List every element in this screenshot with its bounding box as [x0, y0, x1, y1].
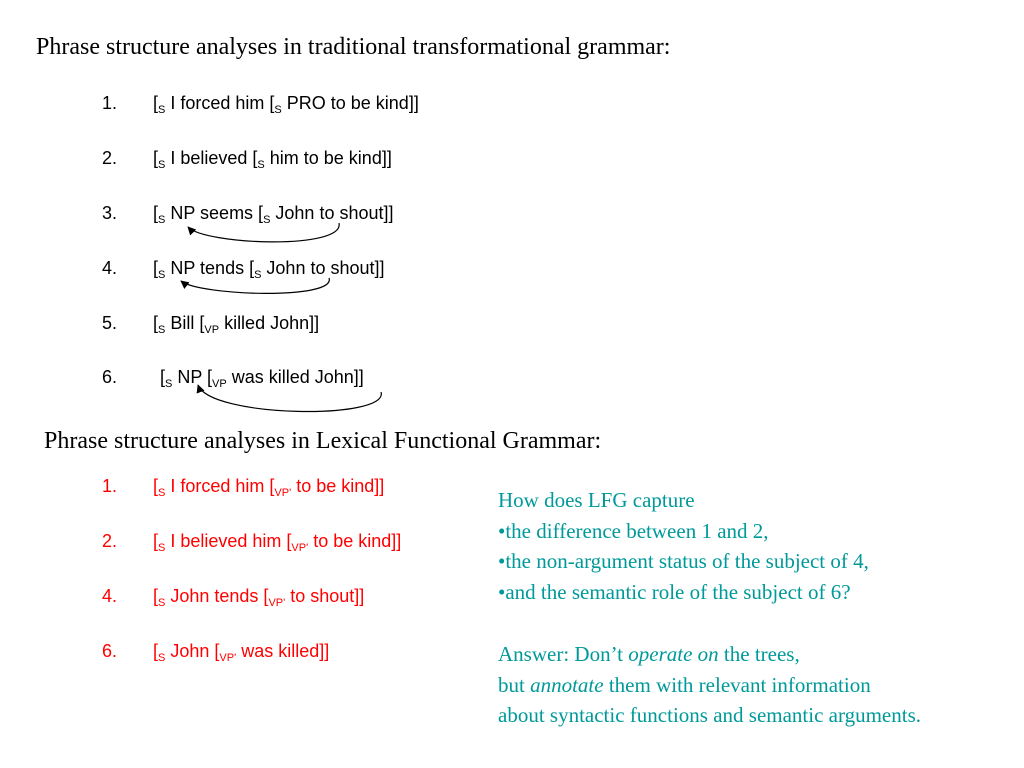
item-text: [$_S$ NP seems [$_S$ John to shout]] — [153, 203, 394, 226]
arrow-item-6 — [198, 385, 381, 411]
arrow-item-3 — [188, 223, 339, 242]
answer-block — [498, 639, 921, 731]
item-text: [$_S$ I believed him [$_{VP'}$ to be kind]] — [153, 531, 402, 554]
item-number: 6. — [102, 367, 118, 387]
question-line-1: How does LFG capture — [498, 488, 695, 512]
question-line-3: •the non-argument status of the subject of 4, — [498, 549, 869, 573]
lfg-item-4 — [102, 586, 492, 610]
item-number: 4. — [102, 258, 118, 278]
question-line-2: •the difference between 1 and 2, — [498, 518, 769, 543]
item-number: 1. — [102, 476, 118, 496]
item-number: 6. — [102, 641, 118, 661]
item-text: [$_S$ I forced him [$_{VP'}$ to be kind]] — [153, 476, 385, 499]
item-text: [$_S$ John tends [$_{VP'}$ to shout]] — [153, 586, 365, 609]
item-text: [$_S$ John [$_{VP'}$ was killed]] — [153, 641, 330, 664]
heading-lfg: Phrase structure analyses in Lexical Functional Grammar: — [44, 428, 602, 454]
lfg-item-6 — [102, 641, 492, 665]
answer-line-3: about syntactic functions and semantic arguments. — [498, 703, 922, 727]
item-text: [$_S$ I believed [$_S$ him to be kind]] — [153, 148, 392, 171]
item-number: 2. — [102, 531, 118, 551]
answer-line-1: Answer: Don’t operate on the trees, — [498, 642, 800, 666]
question-block — [498, 485, 869, 607]
item-text: [$_S$ NP tends [$_S$ John to shout]] — [153, 258, 385, 281]
lfg-item-2 — [102, 531, 492, 555]
answer-line-2: but annotate them with relevant information — [498, 672, 871, 697]
arrow-item-4 — [181, 278, 329, 293]
item-text: [$_S$ I forced him [$_S$ PRO to be kind]] — [153, 93, 419, 116]
item-text: [$_S$ NP [$_{VP}$ was killed John]] — [160, 367, 364, 390]
item-number: 2. — [102, 148, 118, 168]
item-number: 1. — [102, 93, 118, 113]
question-line-4: •and the semantic role of the subject of 6? — [498, 579, 851, 604]
item-text: [$_S$ Bill [$_{VP}$ killed John]] — [153, 313, 320, 336]
item-number: 5. — [102, 313, 118, 333]
lfg-item-1 — [102, 476, 492, 500]
heading-traditional: Phrase structure analyses in traditional transformational grammar: — [36, 34, 671, 60]
item-number: 4. — [102, 586, 118, 606]
item-number: 3. — [102, 203, 118, 223]
